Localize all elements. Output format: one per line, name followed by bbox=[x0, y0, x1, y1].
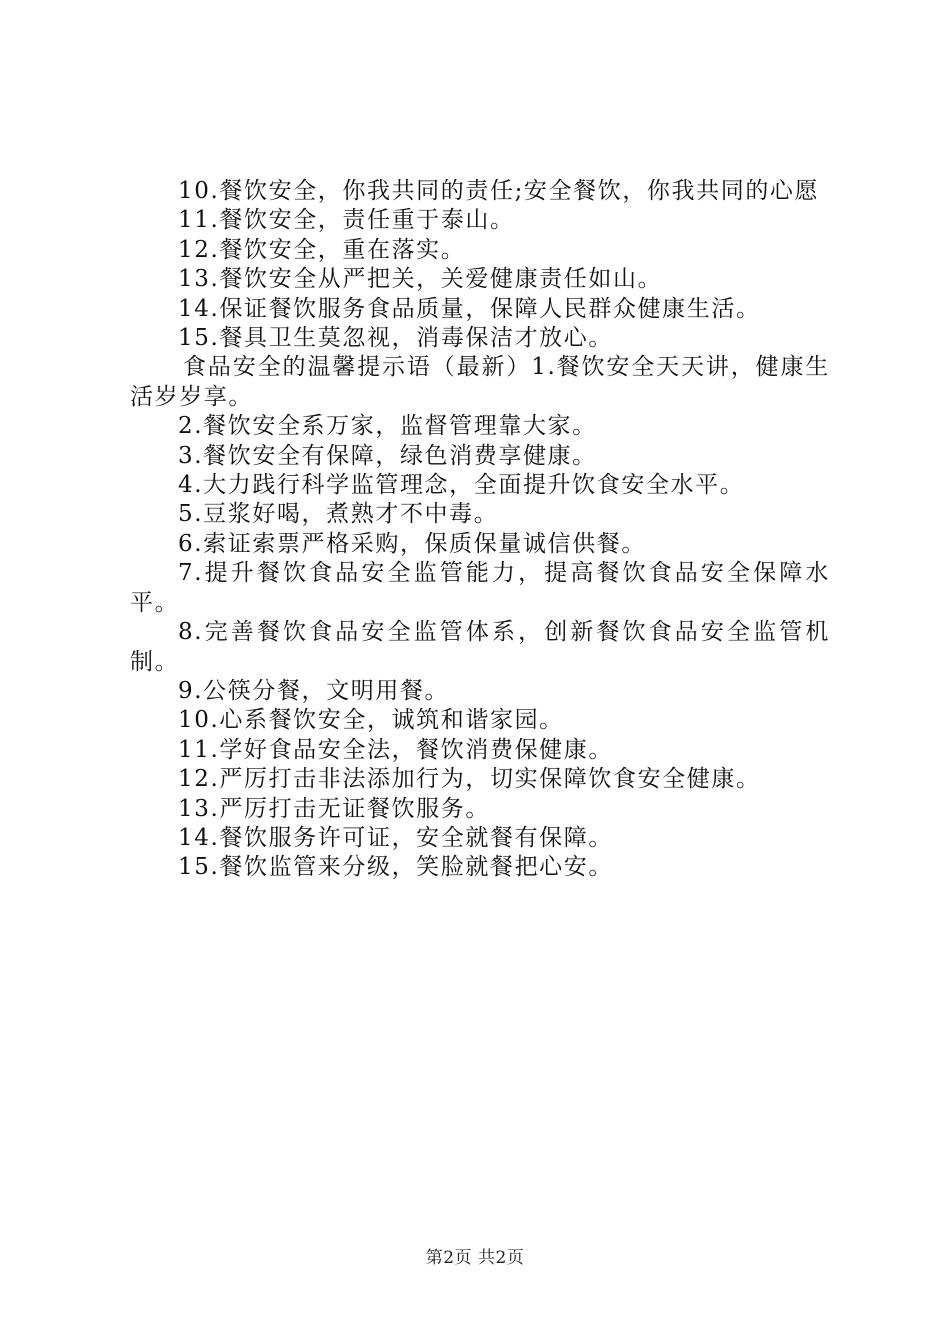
paragraph: 15.餐具卫生莫忽视，消毒保洁才放心。 bbox=[178, 325, 613, 352]
paragraph: 14.保证餐饮服务食品质量，保障人民群众健康生活。 bbox=[178, 295, 761, 322]
paragraph: 12.严厉打击非法添加行为，切实保障饮食安全健康。 bbox=[178, 766, 761, 793]
document-body bbox=[130, 177, 830, 883]
paragraph: 10.心系餐饮安全，诚筑和谐家园。 bbox=[178, 707, 564, 734]
paragraph: 5.豆浆好喝，煮熟才不中毒。 bbox=[178, 501, 499, 528]
paragraph: 7.提升餐饮食品安全监管能力，提高餐饮食品安全保障水平。 bbox=[130, 560, 830, 616]
paragraph: 4.大力践行科学监管理念，全面提升饮食安全水平。 bbox=[178, 472, 745, 499]
paragraph: 14.餐饮服务许可证，安全就餐有保障。 bbox=[178, 824, 613, 851]
paragraph: 13.餐饮安全从严把关，关爱健康责任如山。 bbox=[178, 266, 663, 293]
paragraph: 8.完善餐饮食品安全监管体系，创新餐饮食品安全监管机制。 bbox=[130, 619, 830, 675]
paragraph: 11.餐饮安全，责任重于泰山。 bbox=[178, 207, 515, 234]
paragraph: 15.餐饮监管来分级，笑脸就餐把心安。 bbox=[178, 854, 613, 881]
section-heading-paragraph: 食品安全的温馨提示语（最新）1.餐饮安全天天讲，健康生活岁岁享。 bbox=[130, 354, 830, 410]
paragraph: 12.餐饮安全，重在落实。 bbox=[178, 236, 466, 263]
paragraph: 6.索证索票严格采购，保质保量诚信供餐。 bbox=[178, 530, 646, 557]
paragraph: 2.餐饮安全系万家，监督管理靠大家。 bbox=[178, 413, 597, 440]
page-number-footer: 第2页 共2页 bbox=[425, 1248, 525, 1268]
paragraph: 11.学好食品安全法，餐饮消费保健康。 bbox=[178, 736, 613, 763]
paragraph: 13.严厉打击无证餐饮服务。 bbox=[178, 795, 490, 822]
paragraph: 10.餐饮安全，你我共同的责任;安全餐饮，你我共同的心愿 bbox=[178, 178, 820, 204]
paragraph: 9.公筷分餐，文明用餐。 bbox=[178, 677, 450, 704]
paragraph: 3.餐饮安全有保障，绿色消费享健康。 bbox=[178, 442, 597, 469]
